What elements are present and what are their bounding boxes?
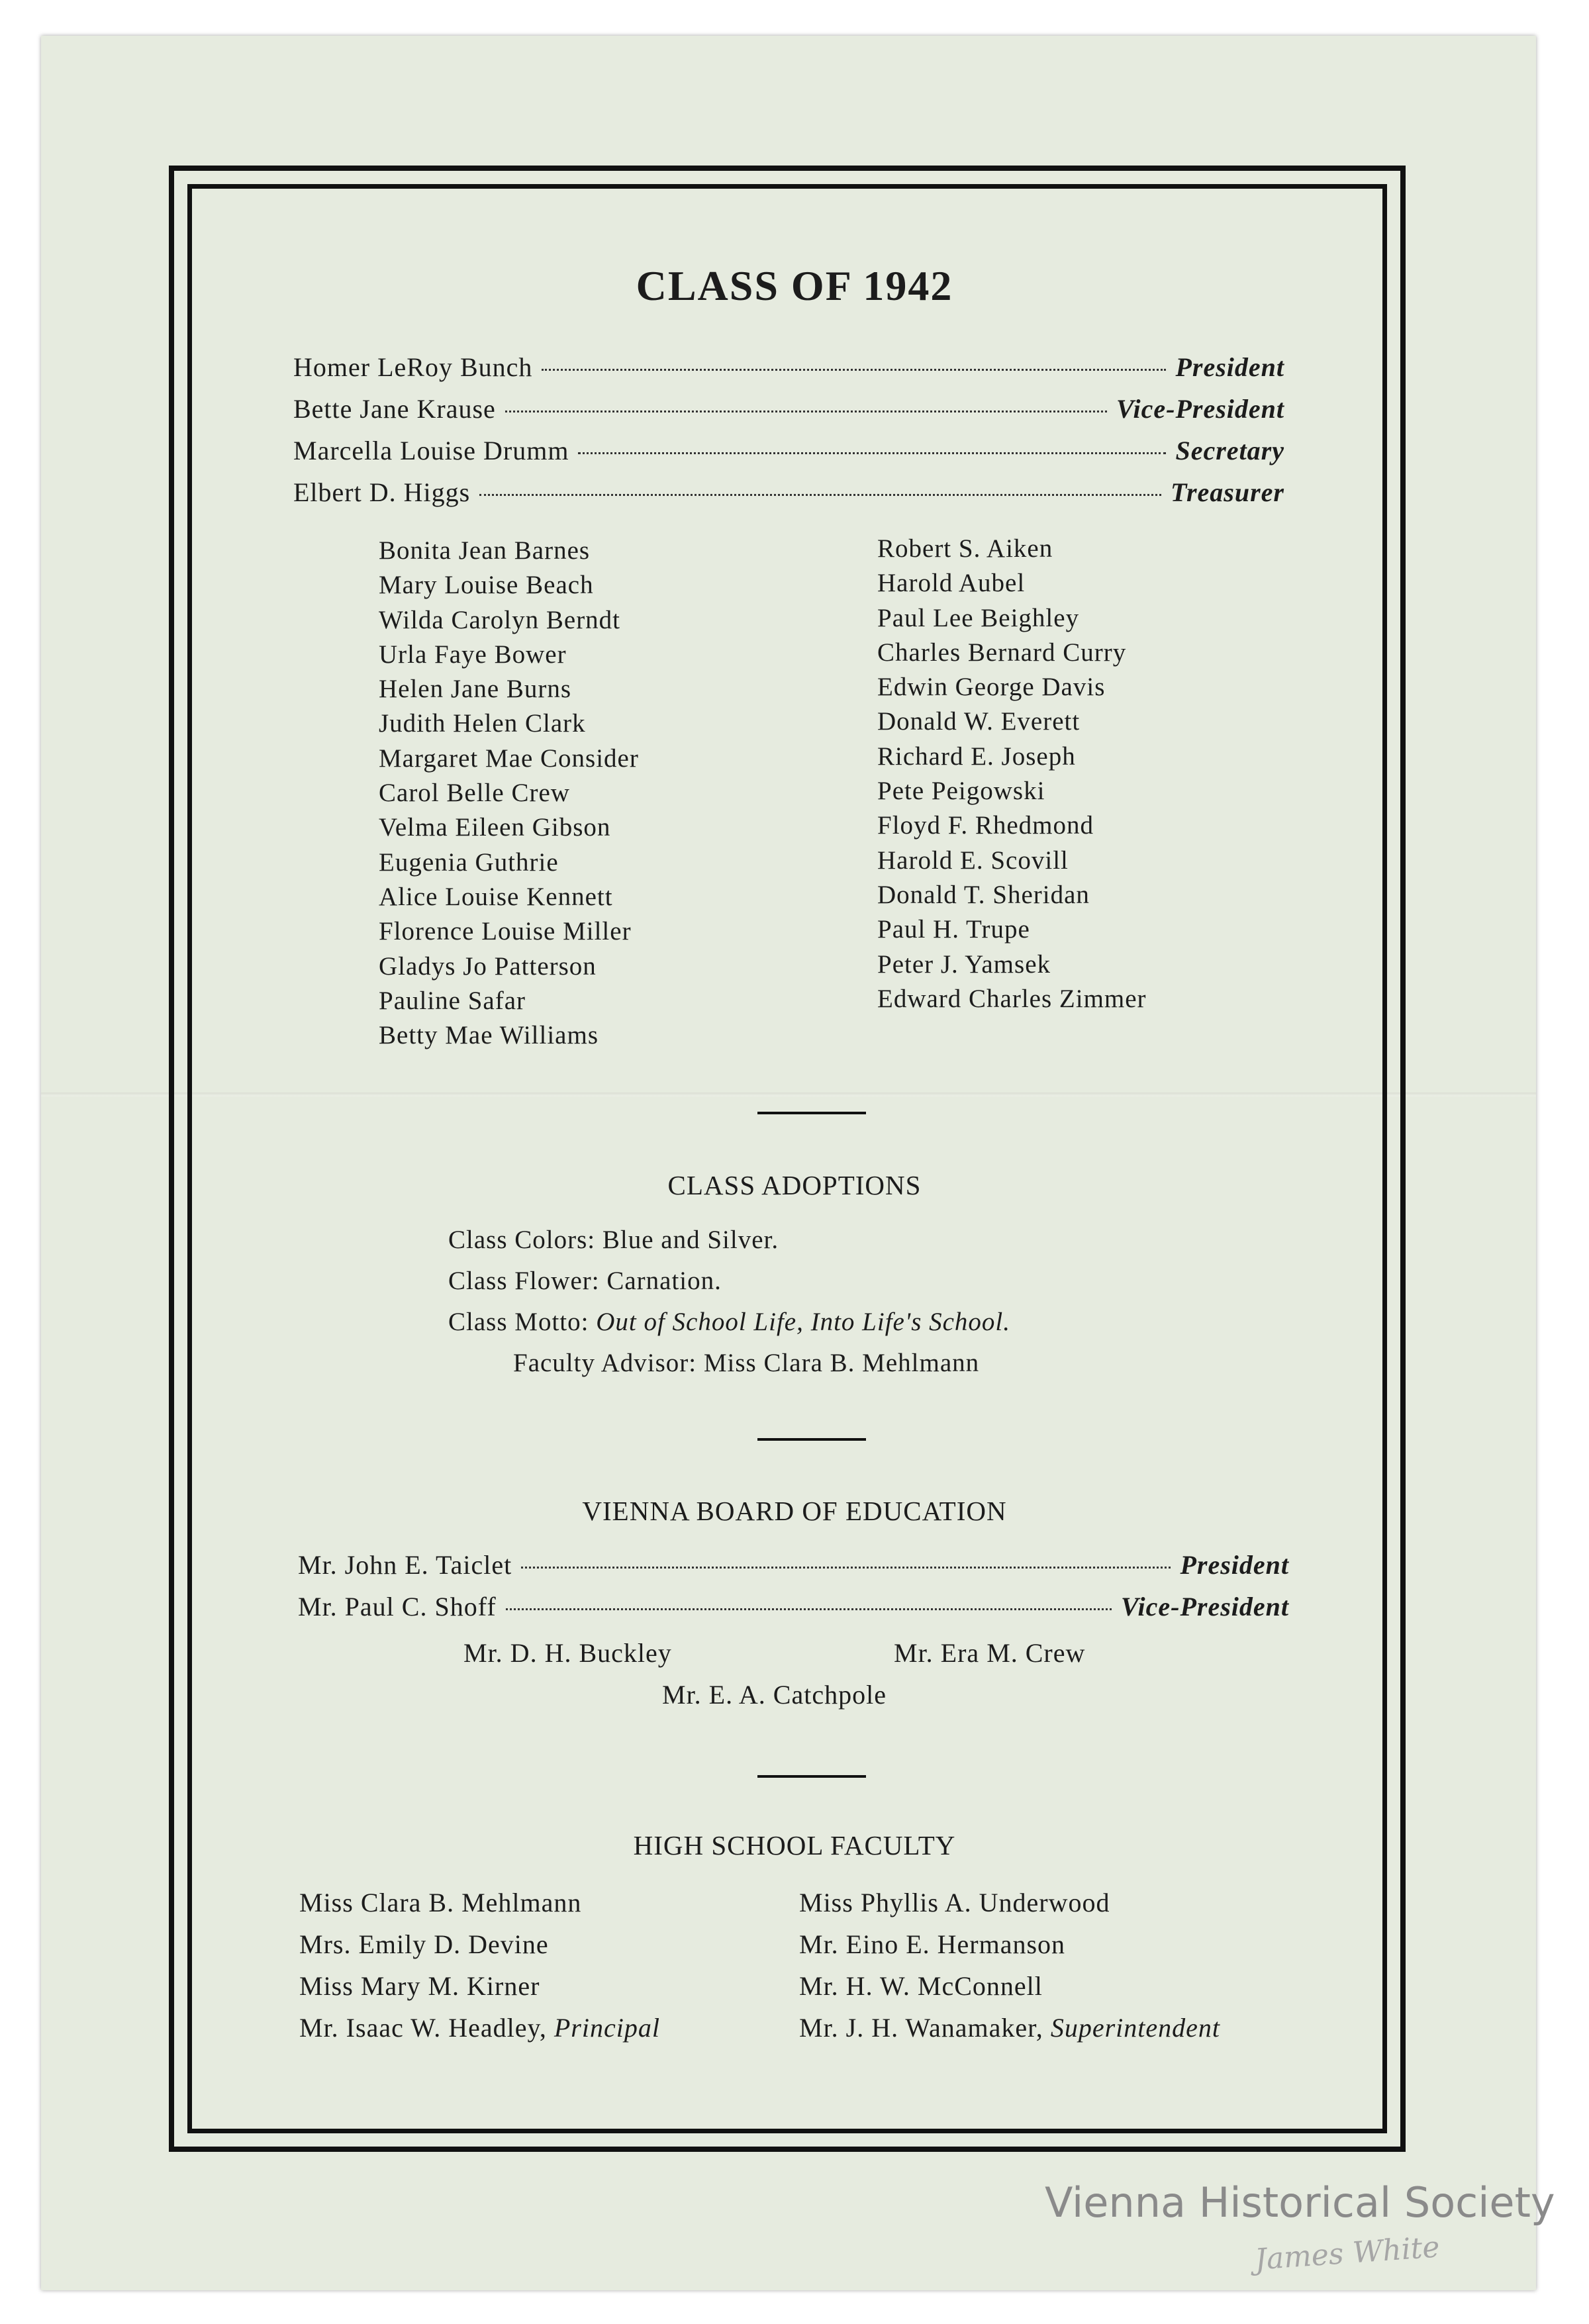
member-name: Eugenia Guthrie <box>379 847 559 877</box>
faculty-name: Mr. Eino E. Hermanson <box>799 1929 1066 1959</box>
member-name: Paul H. Trupe <box>877 915 1030 944</box>
faculty-member <box>799 1887 1110 1918</box>
faculty-heading: HIGH SCHOOL FACULTY <box>633 1830 956 1861</box>
board-member: Mr. Era M. Crew <box>894 1638 1086 1668</box>
faculty-member <box>299 1887 581 1918</box>
officer-row <box>293 435 1284 475</box>
member-name: Pauline Safar <box>379 986 526 1015</box>
member-name: Donald T. Sheridan <box>877 880 1090 909</box>
member-name: Paul Lee Beighley <box>877 603 1080 632</box>
member-name: Harold E. Scovill <box>877 846 1069 875</box>
member-name: Edward Charles Zimmer <box>877 984 1147 1013</box>
member-name: Helen Jane Burns <box>379 675 572 704</box>
dot-leader <box>578 452 1166 454</box>
member-name: Judith Helen Clark <box>379 709 586 738</box>
officer-name: Marcella Louise Drumm <box>293 436 569 465</box>
member-name: Mary Louise Beach <box>379 571 594 600</box>
dot-leader <box>479 494 1161 496</box>
faculty-name: Miss Clara B. Mehlmann <box>299 1888 582 1917</box>
officer-role: Vice-President <box>1116 394 1284 424</box>
member-name: Richard E. Joseph <box>877 742 1076 771</box>
officer-name: Bette Jane Krause <box>293 394 496 424</box>
adoptions-heading: CLASS ADOPTIONS <box>667 1170 922 1200</box>
faculty-name: Mr. Isaac W. Headley, <box>299 2013 547 2043</box>
member-name: Gladys Jo Patterson <box>379 951 597 981</box>
dot-leader <box>542 369 1166 371</box>
member-name: Velma Eileen Gibson <box>379 813 611 842</box>
officer-row <box>293 352 1284 391</box>
board-officer-row <box>298 1591 1289 1631</box>
class-motto-line <box>448 1302 1010 1343</box>
faculty-member <box>299 2012 660 2043</box>
class-flower-line <box>448 1261 722 1302</box>
officer-role: President <box>1175 352 1284 382</box>
member-name: Wilda Carolyn Berndt <box>379 605 621 634</box>
member-name: Alice Louise Kennett <box>379 882 613 911</box>
class-flower-label: Class Flower: <box>448 1267 600 1295</box>
class-colors-line <box>448 1220 779 1261</box>
class-flower-value: Carnation. <box>606 1267 722 1295</box>
faculty-name: Mrs. Emily D. Devine <box>299 1929 549 1959</box>
member-name: Peter J. Yamsek <box>877 949 1051 979</box>
faculty-advisor-line <box>513 1343 979 1384</box>
board-officer-role: Vice-President <box>1121 1592 1289 1622</box>
section-divider <box>757 1112 866 1114</box>
class-motto-value: Out of School Life, Into Life's School. <box>596 1308 1011 1336</box>
member-name: Harold Aubel <box>877 569 1026 598</box>
section-divider <box>757 1775 866 1778</box>
officer-name: Elbert D. Higgs <box>293 477 471 507</box>
officer-row <box>293 477 1284 516</box>
class-colors-value: Blue and Silver. <box>602 1226 779 1254</box>
member-name: Donald W. Everett <box>877 707 1081 736</box>
member-name: Urla Faye Bower <box>379 640 567 669</box>
page-title: CLASS OF 1942 <box>636 262 953 309</box>
board-member: Mr. E. A. Catchpole <box>662 1680 887 1710</box>
board-officer-row <box>298 1549 1289 1589</box>
officer-role: Secretary <box>1175 436 1284 465</box>
board-member: Mr. D. H. Buckley <box>463 1638 672 1668</box>
members-left-column <box>379 534 639 1053</box>
board-heading: VIENNA BOARD OF EDUCATION <box>582 1496 1007 1526</box>
faculty-name: Mr. J. H. Wanamaker, <box>799 2013 1043 2043</box>
member-name: Edwin George Davis <box>877 673 1106 702</box>
section-divider <box>757 1438 866 1441</box>
member-name: Charles Bernard Curry <box>877 638 1127 667</box>
faculty-member <box>799 1970 1043 2002</box>
member-name: Florence Louise Miller <box>379 917 632 946</box>
class-colors-label: Class Colors: <box>448 1226 596 1254</box>
member-name: Bonita Jean Barnes <box>379 536 591 565</box>
board-officer-role: President <box>1180 1550 1289 1580</box>
board-officer-name: Mr. John E. Taiclet <box>298 1550 512 1580</box>
faculty-title: Superintendent <box>1050 2013 1220 2043</box>
officer-role: Treasurer <box>1171 477 1284 507</box>
class-motto-label: Class Motto: <box>448 1308 589 1336</box>
handwritten-signature: James White <box>1253 2230 1441 2277</box>
dot-leader <box>521 1567 1171 1569</box>
faculty-member <box>299 1970 540 2002</box>
dot-leader <box>506 1608 1112 1610</box>
faculty-title: Principal <box>554 2013 660 2043</box>
member-name: Margaret Mae Consider <box>379 744 639 773</box>
faculty-name: Miss Phyllis A. Underwood <box>799 1888 1110 1917</box>
dot-leader <box>505 411 1107 412</box>
watermark-text: Vienna Historical Society <box>1045 2178 1555 2227</box>
faculty-member <box>299 1929 549 1960</box>
member-name: Floyd F. Rhedmond <box>877 811 1094 840</box>
member-name: Betty Mae Williams <box>379 1021 599 1050</box>
faculty-member <box>799 2012 1220 2043</box>
faculty-advisor-value: Miss Clara B. Mehlmann <box>703 1349 980 1377</box>
faculty-name: Mr. H. W. McConnell <box>799 1971 1043 2001</box>
member-name: Robert S. Aiken <box>877 534 1053 563</box>
member-name: Carol Belle Crew <box>379 779 570 808</box>
faculty-name: Miss Mary M. Kirner <box>299 1971 540 2001</box>
faculty-member <box>799 1929 1065 1960</box>
officer-row <box>293 393 1284 433</box>
officer-name: Homer LeRoy Bunch <box>293 352 533 382</box>
board-officer-name: Mr. Paul C. Shoff <box>298 1592 497 1622</box>
member-name: Pete Peigowski <box>877 777 1045 806</box>
members-right-column <box>877 532 1147 1016</box>
faculty-advisor-label: Faculty Advisor: <box>513 1349 697 1377</box>
